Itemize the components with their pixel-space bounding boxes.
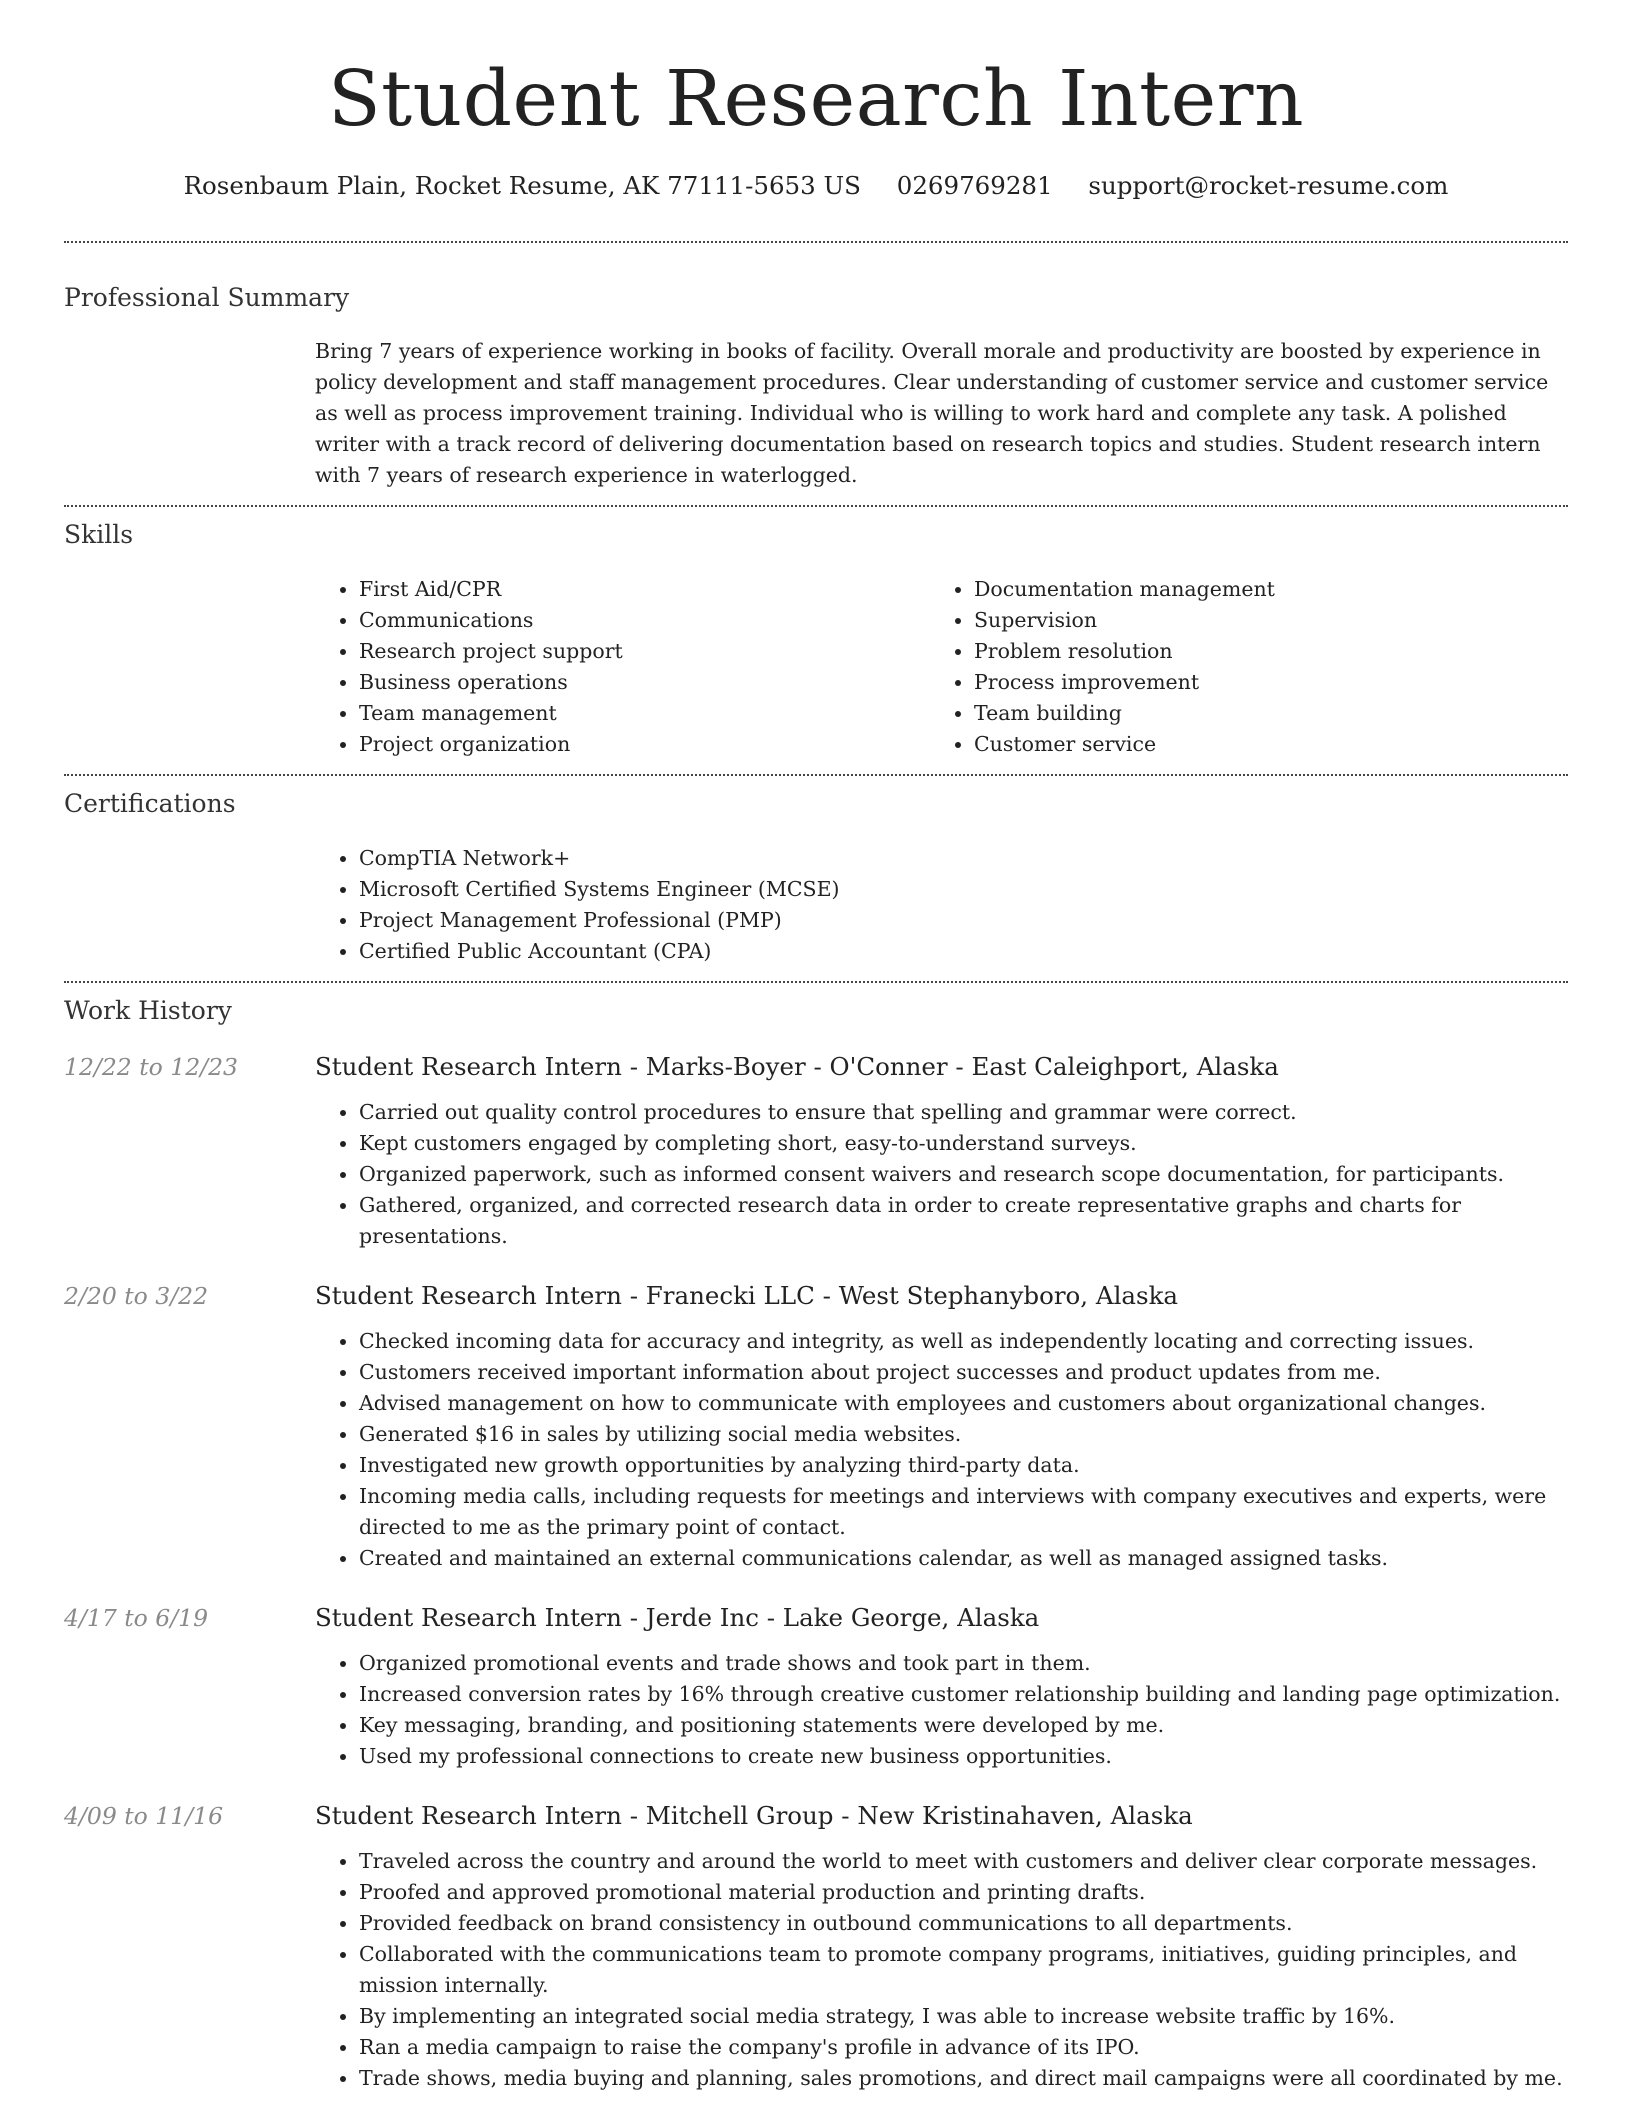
divider [64,505,1568,507]
job-bullets [315,1097,1568,1252]
skills-list-right [930,574,1545,760]
job-dates: 4/17 to 6/19 [64,1604,209,1632]
job-title: Student Research Intern - Mitchell Group - New Kristinahaven, Alaska [315,1801,1193,1830]
job-bullet: • By implementing an integrated social media strategy, I was able to increase website traffic by 16%. [359,2001,1568,2032]
job-bullet: • Carried out quality control procedures to ensure that spelling and grammar were correct. [359,1097,1568,1128]
job-entry [64,1801,1568,2094]
job-bullet: • Proofed and approved promotional material production and printing drafts. [359,1877,1568,1908]
job-bullet: • Used my professional connections to create new business opportunities. [359,1741,1568,1772]
job-entry [64,1603,1568,1772]
job-bullet: • Investigated new growth opportunities by analyzing third-party data. [359,1450,1568,1481]
job-bullet: • Generated $16 in sales by utilizing social media websites. [359,1419,1568,1450]
skill-item: • Customer service [974,729,1545,760]
job-title: Student Research Intern - Franecki LLC - West Stephanyboro, Alaska [315,1281,1179,1310]
contact-line [64,171,1568,201]
job-bullet: • Gathered, organized, and corrected research data in order to create representative graphs and charts for presentations. [359,1190,1568,1252]
resume-page [64,0,1568,2094]
work-history-section [64,996,1568,2094]
certification-item: • Microsoft Certified Systems Engineer (MCSE) [359,874,1568,905]
skill-item: • Communications [359,605,930,636]
certification-item: • CompTIA Network+ [359,843,1568,874]
skills-section [64,520,1568,760]
job-bullet: • Traveled across the country and around the world to meet with customers and deliver clear corporate messages. [359,1846,1568,1877]
job-bullet: • Ran a media campaign to raise the company's profile in advance of its IPO. [359,2032,1568,2063]
contact-email: support@rocket-resume.com [1088,171,1449,200]
skill-item: • Process improvement [974,667,1545,698]
certification-item: • Project Management Professional (PMP) [359,905,1568,936]
job-bullets [315,1648,1568,1772]
job-dates: 2/20 to 3/22 [64,1282,209,1310]
job-bullet: • Key messaging, branding, and positioning statements were developed by me. [359,1710,1568,1741]
skill-item: • Team management [359,698,930,729]
skill-item: • Supervision [974,605,1545,636]
job-bullet: • Organized promotional events and trade shows and took part in them. [359,1648,1568,1679]
contact-address: Rosenbaum Plain, Rocket Resume, AK 77111-5653 US [183,171,861,200]
skill-item: • Team building [974,698,1545,729]
job-title: Student Research Intern - Marks-Boyer - O'Conner - East Caleighport, Alaska [315,1052,1279,1081]
skill-item: • First Aid/CPR [359,574,930,605]
job-title: Student Research Intern - Jerde Inc - Lake George, Alaska [315,1603,1040,1632]
certifications-list [315,843,1568,967]
divider [64,774,1568,776]
skill-item: • Research project support [359,636,930,667]
section-title-skills: Skills [64,520,134,549]
divider [64,981,1568,983]
certifications-section [64,789,1568,967]
certification-item: • Certified Public Accountant (CPA) [359,936,1568,967]
job-bullet: • Increased conversion rates by 16% through creative customer relationship building and landing page optimization. [359,1679,1568,1710]
job-bullet: • Provided feedback on brand consistency in outbound communications to all departments. [359,1908,1568,1939]
contact-phone: 0269769281 [896,171,1053,200]
summary-text: Bring 7 years of experience working in books of facility. Overall morale and productivity are boosted by experience in policy development and staff management procedures. Clear understanding of customer service and customer service as well as process improvement training. Individual who is willing to work hard and complete any task. A polished writer with a track record of delivering documentation based on research topics and studies. Student research intern with 7 years of research experience in waterlogged. [315,339,1549,487]
skill-item: • Problem resolution [974,636,1545,667]
job-bullet: • Checked incoming data for accuracy and integrity, as well as independently locating and correcting issues. [359,1326,1568,1357]
section-title-certifications: Certifications [64,789,236,818]
job-bullet: • Customers received important information about project successes and product updates from me. [359,1357,1568,1388]
job-bullet: • Incoming media calls, including requests for meetings and interviews with company executives and experts, were directed to me as the primary point of contact. [359,1481,1568,1543]
job-bullet: • Organized paperwork, such as informed consent waivers and research scope documentation, for participants. [359,1159,1568,1190]
job-entry [64,1052,1568,1252]
summary-section [64,283,1568,491]
job-dates: 12/22 to 12/23 [64,1053,238,1081]
skill-item: • Business operations [359,667,930,698]
section-title-work-history: Work History [64,996,232,1025]
job-bullets [315,1846,1568,2094]
job-bullet: • Advised management on how to communicate with employees and customers about organizational changes. [359,1388,1568,1419]
skills-list-left [315,574,930,760]
job-bullet: • Created and maintained an external communications calendar, as well as managed assigned tasks. [359,1543,1568,1574]
job-bullet: • Kept customers engaged by completing short, easy-to-understand surveys. [359,1128,1568,1159]
job-bullet: • Collaborated with the communications team to promote company programs, initiatives, guiding principles, and mission internally. [359,1939,1568,2001]
job-dates: 4/09 to 11/16 [64,1802,224,1830]
job-entry [64,1281,1568,1574]
job-bullet: • Trade shows, media buying and planning, sales promotions, and direct mail campaigns were all coordinated by me. [359,2063,1568,2094]
job-bullets [315,1326,1568,1574]
skill-item: • Documentation management [974,574,1545,605]
divider [64,241,1568,243]
section-title-summary: Professional Summary [64,283,350,312]
skill-item: • Project organization [359,729,930,760]
candidate-name: Student Research Intern [327,55,1305,144]
